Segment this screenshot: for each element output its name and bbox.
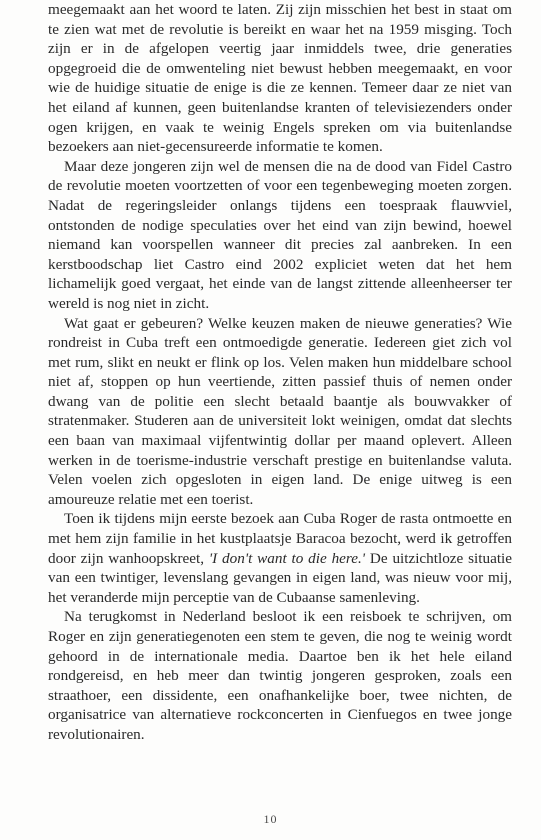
paragraph-2: Maar deze jongeren zijn wel de mensen die na de dood van Fidel Castro de revolutie moeten voortzetten of voor een tegenbeweging moeten zorgen. Nadat de regeringsleider onlangs tijdens een toespraak flauwviel, ontstonden de nodige speculaties over het eind van zijn bewind, hoewel niemand kan voorspellen wanneer dit precies zal aanbreken. In een kerstboodschap liet Castro eind 2002 expliciet weten dat het hem lichamelijk goed vergaat, het einde van de langst zittende alleenheerser ter wereld is nog niet in zicht.: [48, 157, 512, 312]
paragraph-5: Na terugkomst in Nederland besloot ik een reisboek te schrijven, om Roger en zijn generatiegenoten een stem te geven, die nog te weinig wordt gehoord in de internationale media. Daartoe ben ik het hele eiland rondgereisd, en heb meer dan twintig jongeren gesproken, zoals een straathoer, een dissidente, een onafhankelijke boer, twee nichten, de organisatrice van alternatieve rockconcerten in Cienfuegos en twee jonge revolutionairen.: [48, 608, 512, 743]
paragraph-4-tail: De uitzichtloze situatie van een twintiger, levenslang gevangen in eigen land, was nieuw voor mij, het veranderde mijn perceptie van de Cubaanse samenleving.: [48, 549, 512, 606]
paragraph-3: Wat gaat er gebeuren? Welke keuzen maken de nieuwe generaties? Wie rondreist in Cuba treft een ontmoedigde generatie. Iedereen giet zich vol met rum, slikt en neukt er flink op los. Velen maken hun middelbare school niet af, stoppen op hun veertiende, zitten passief thuis of nemen onder dwang van de politie een slecht betaald baantje als bouwvakker of stratenmaker. Studeren aan de universiteit lokt weinigen, omdat dat slechts een baan van maximaal vijfentwintig dollar per maand oplevert. Alleen werken in de toerisme-industrie verschaft prestige en buitenlandse valuta. Velen voelen zich opgesloten in eigen land. De enige uitweg is een amoureuze relatie met een toerist.: [48, 314, 512, 508]
paragraph-4-lead: Toen ik tijdens mijn eerste bezoek aan Cuba Roger de rasta ontmoette en met hem zijn familie in het kustplaatsje Baracoa bezocht, werd ik getroffen door zijn wanhoopskreet,: [48, 510, 512, 567]
body-text: [48, 0, 512, 745]
paragraph-4: [48, 509, 512, 607]
page-number: 10: [263, 812, 278, 826]
paragraph-1: meegemaakt aan het woord te laten. Zij zijn misschien het best in staat om te zien wat met de revolutie is bereikt en waar het na 1959 misging. Toch zijn er in de afgelopen veertig jaar inmiddels twee, drie generaties opgegroeid die de omwenteling niet bewust hebben meegemaakt, en voor wie de huidige situatie de enige is die ze kennen. Temeer daar ze niet van het eiland af kunnen, geen buitenlandse kranten of televisiezenders onder ogen krijgen, en vaak te weinig Engels spreken om via buitenlandse bezoekers aan niet-gecensureerde informatie te komen.: [48, 1, 512, 156]
quote-text: 'I don't want to die here.': [208, 549, 366, 567]
